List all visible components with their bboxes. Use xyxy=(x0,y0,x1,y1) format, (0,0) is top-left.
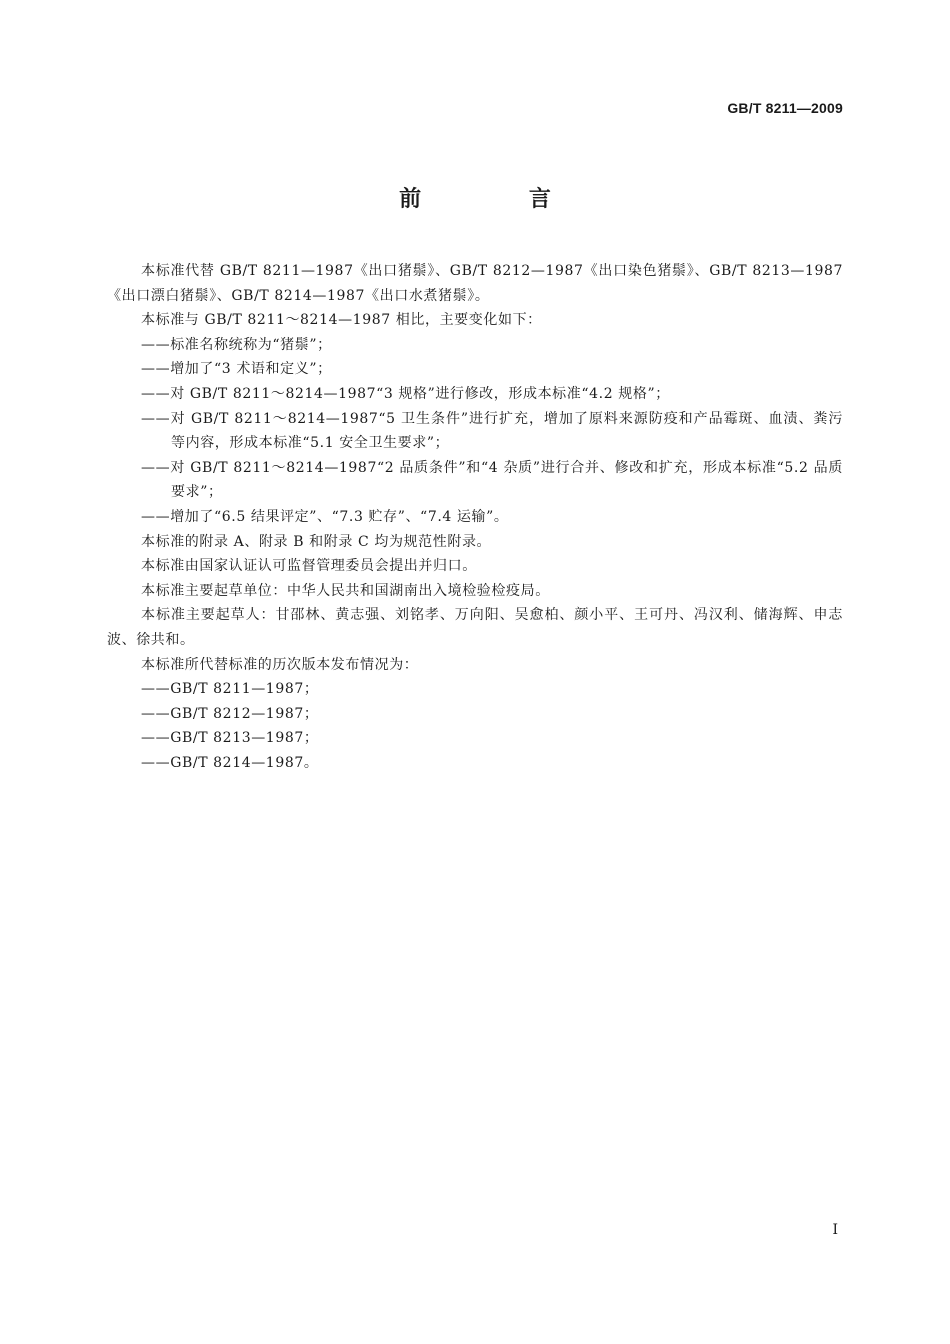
change-item: ——标准名称统称为“猪鬃”； xyxy=(141,336,332,353)
change-item: ——增加了“3 术语和定义”； xyxy=(141,361,332,378)
change-item: ——对 GB/T 8211～8214—1987“3 规格”进行修改，形成本标准“4.2 规格”； xyxy=(141,385,670,402)
paragraph-replaces: 本标准代替 GB/T 8211—1987《出口猪鬃》、GB/T 8212—1987《出口染色猪鬃》、GB/T 8213—1987《出口漂白猪鬃》、GB/T 8214—1987《出口水煮猪鬃》。 xyxy=(107,263,843,304)
foreword-body xyxy=(107,259,843,775)
change-item: ——增加了“6.5 结果评定”、“7.3 贮存”、“7.4 运输”。 xyxy=(141,508,509,525)
paragraph-annexes: 本标准的附录 A、附录 B 和附录 C 均为规范性附录。 xyxy=(141,533,492,550)
page-title: 前 言 xyxy=(399,187,601,212)
paragraph-history-intro: 本标准所代替标准的历次版本发布情况为： xyxy=(141,656,419,673)
paragraph-proposer: 本标准由国家认证认可监督管理委员会提出并归口。 xyxy=(141,558,477,575)
history-item: ——GB/T 8211—1987； xyxy=(141,681,319,698)
paragraph-changes-intro: 本标准与 GB/T 8211～8214—1987 相比，主要变化如下： xyxy=(141,312,542,329)
paragraph-drafting-unit: 本标准主要起草单位：中华人民共和国湖南出入境检验检疫局。 xyxy=(141,582,550,599)
history-item: ——GB/T 8213—1987； xyxy=(141,730,319,747)
paragraph-drafters: 本标准主要起草人：甘邵林、黄志强、刘铭孝、万向阳、吴愈柏、颜小平、王可丹、冯汉利、储海辉、申志波、徐共和。 xyxy=(107,607,843,648)
page-number: I xyxy=(832,1222,838,1238)
history-item: ——GB/T 8212—1987； xyxy=(141,705,319,722)
history-item: ——GB/T 8214—1987。 xyxy=(141,754,319,771)
change-item: ——对 GB/T 8211～8214—1987“5 卫生条件”进行扩充，增加了原料来源防疫和产品霉斑、血渍、粪污等内容，形成本标准“5.1 安全卫生要求”； xyxy=(141,410,843,452)
standard-number: GB/T 8211—2009 xyxy=(727,100,843,116)
change-item: ——对 GB/T 8211～8214—1987“2 品质条件”和“4 杂质”进行合并、修改和扩充，形成本标准“5.2 品质要求”； xyxy=(141,459,843,501)
